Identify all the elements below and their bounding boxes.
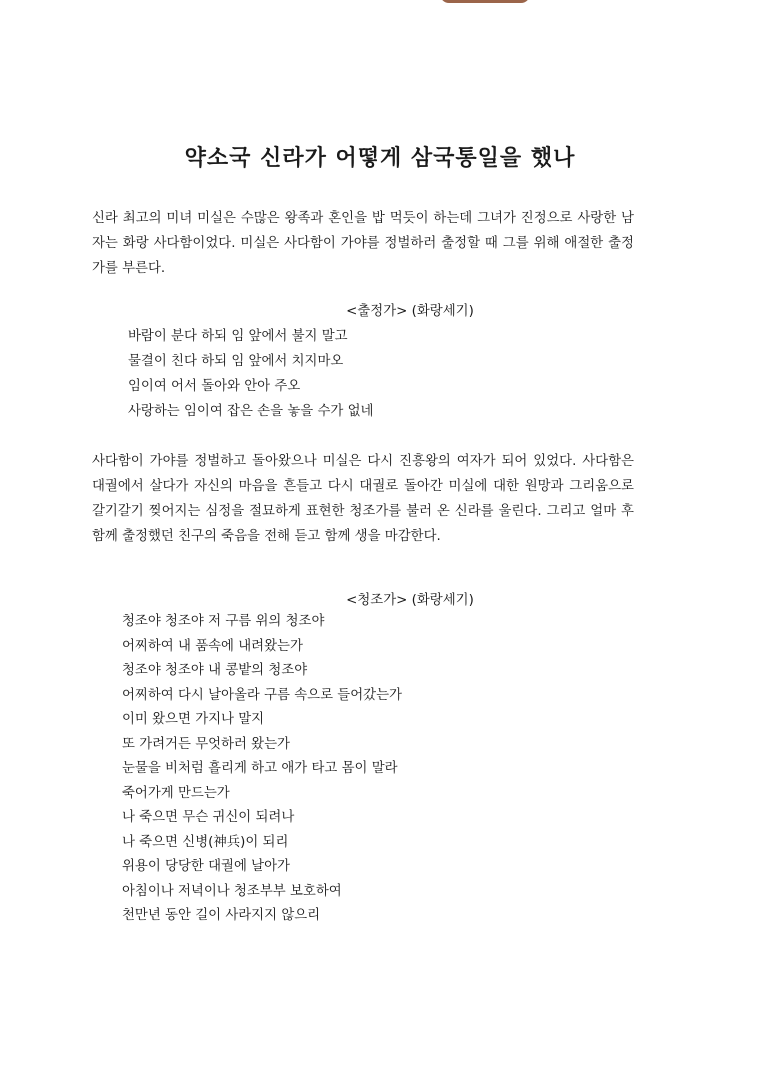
poem-line: 사랑하는 임이여 잡은 손을 놓을 수가 없네 — [128, 404, 374, 419]
poem-line: 임이여 어서 돌아와 안아 주오 — [128, 379, 301, 394]
poem2-heading: <청조가> (화랑세기) — [346, 593, 474, 608]
poem1-lines — [128, 324, 373, 424]
intro-paragraph: 신라 최고의 미녀 미실은 수많은 왕족과 혼인을 밥 먹듯이 하는데 그녀가 진정으로 사랑한 남자는 화랑 사다함이었다. 미실은 사다함이 가야를 정벌하러 출정할 때 그를 위해 애절한 출정가를 부른다. — [92, 211, 634, 276]
poem-line: 어찌하여 다시 날아올라 구름 속으로 들어갔는가 — [122, 687, 402, 703]
poem-line: 죽어가게 만드는가 — [122, 785, 230, 801]
poem-line: 나 죽으면 신병(神兵)이 되리 — [122, 834, 289, 850]
story-paragraph: 사다함이 가야를 정벌하고 돌아왔으나 미실은 다시 진흥왕의 여자가 되어 있었다. 사다함은 대궐에서 살다가 자신의 마음을 흔들고 다시 대궐로 돌아간 미실에 대한 원망과 그리움으로 갈기갈기 찢어지는 심정을 절묘하게 표현한 청조가를 불러 온 신라를 울린다. 그리고 얼마 후 함께 출정했던 친구의 죽음을 전해 듣고 함께 생을 마감한다. — [92, 454, 634, 544]
poem-line: 바람이 분다 하되 임 앞에서 불지 말고 — [128, 329, 348, 344]
poem-line: 이미 왔으면 가지나 말지 — [122, 712, 265, 727]
poem-line: 청조야 청조야 내 콩밭의 청조야 — [122, 663, 308, 678]
poem-line: 또 가려거든 무엇하러 왔는가 — [122, 736, 290, 752]
poem-line: 눈물을 비처럼 흘리게 하고 애가 타고 몸이 말라 — [122, 761, 398, 776]
poem-line: 위용이 당당한 대궐에 날아가 — [122, 859, 290, 874]
poem-line: 아침이나 저녁이나 청조부부 보호하여 — [122, 883, 342, 899]
poem-line: 나 죽으면 무슨 귀신이 되려나 — [122, 810, 295, 825]
poem-line: 청조야 청조야 저 구름 위의 청조야 — [122, 614, 325, 629]
poem-line: 천만년 동안 길이 사라지지 않으리 — [122, 908, 321, 923]
poem-line: 물결이 친다 하되 임 앞에서 치지마오 — [128, 354, 344, 369]
poem-line: 어찌하여 내 품속에 내려왔는가 — [122, 638, 303, 654]
poem1-heading: <출정가> (화랑세기) — [346, 304, 474, 319]
scan-edge-mark — [440, 0, 530, 3]
poem2-lines — [122, 610, 402, 929]
document-title: 약소국 신라가 어떻게 삼국통일을 했나 — [184, 146, 576, 171]
